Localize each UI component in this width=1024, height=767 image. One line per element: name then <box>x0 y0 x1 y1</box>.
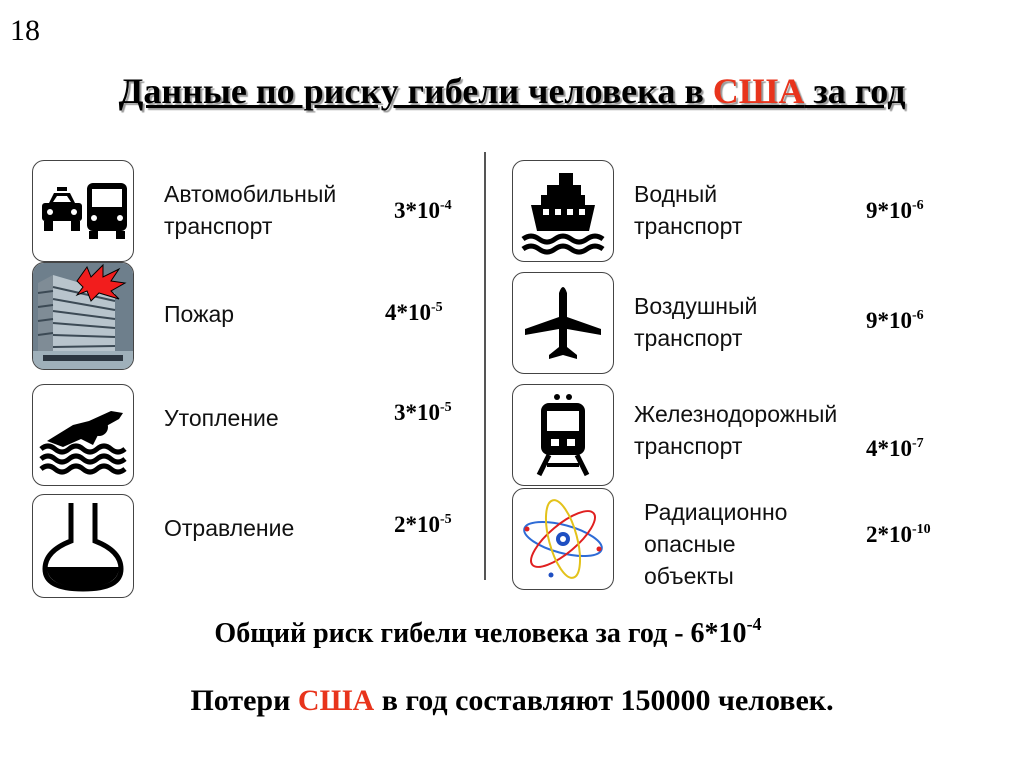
value-base: 4*10 <box>385 300 431 325</box>
losses-text: Потери <box>190 684 298 717</box>
label-car <box>164 178 336 242</box>
value-base: 2*10 <box>866 522 912 547</box>
label-radiation <box>644 496 787 592</box>
airplane-icon <box>512 272 614 374</box>
label-air <box>634 290 757 354</box>
total-text: Общий риск гибели человека за год - 6*10 <box>214 618 747 649</box>
value-drowning <box>394 400 452 426</box>
ship-icon <box>512 160 614 262</box>
label-poisoning <box>164 512 294 544</box>
annual-losses <box>0 684 1024 718</box>
value-base: 3*10 <box>394 400 440 425</box>
swimmer-icon <box>32 384 134 486</box>
label-rail <box>634 398 837 462</box>
losses-text-end: в год составляют 150000 человек. <box>374 684 834 717</box>
label-line: Утопление <box>164 405 279 431</box>
value-base: 9*10 <box>866 198 912 223</box>
value-exponent: -5 <box>431 300 443 315</box>
value-water <box>866 198 924 224</box>
label-line: объекты <box>644 563 734 589</box>
title-highlight: США <box>712 71 805 111</box>
value-base: 9*10 <box>866 308 912 333</box>
label-line: транспорт <box>164 213 273 239</box>
value-exponent: -5 <box>440 400 452 415</box>
value-car <box>394 198 452 224</box>
value-exponent: -6 <box>912 308 924 323</box>
value-fire <box>385 300 443 326</box>
label-line: Воздушный <box>634 293 758 319</box>
label-drowning <box>164 402 279 434</box>
label-line: Автомобильный <box>164 181 337 207</box>
column-divider <box>484 152 486 580</box>
atom-icon <box>512 488 614 590</box>
label-line: транспорт <box>634 433 743 459</box>
train-icon <box>512 384 614 486</box>
value-exponent: -7 <box>912 436 924 451</box>
label-water <box>634 178 742 242</box>
value-base: 4*10 <box>866 436 912 461</box>
value-radiation <box>866 522 931 548</box>
value-base: 3*10 <box>394 198 440 223</box>
flask-icon <box>32 494 134 598</box>
label-line: Водный <box>634 181 718 207</box>
total-exponent: -4 <box>746 614 762 634</box>
car-bus-icon <box>32 160 134 262</box>
title-text-end: за год <box>804 71 906 111</box>
label-line: Отравление <box>164 515 295 541</box>
value-base: 2*10 <box>394 512 440 537</box>
value-exponent: -4 <box>440 198 452 213</box>
burning-building-icon <box>32 262 134 370</box>
value-poisoning <box>394 512 452 538</box>
slide-number: 18 <box>10 14 40 47</box>
label-line: транспорт <box>634 325 743 351</box>
total-risk <box>0 614 976 650</box>
value-air <box>866 308 924 334</box>
label-line: транспорт <box>634 213 743 239</box>
losses-highlight: США <box>297 684 375 717</box>
label-fire <box>164 298 234 330</box>
value-exponent: -5 <box>440 512 452 527</box>
label-line: Радиационно <box>644 499 788 525</box>
value-rail <box>866 436 924 462</box>
page-title <box>0 70 1024 112</box>
value-exponent: -10 <box>912 522 931 537</box>
label-line: Пожар <box>164 301 235 327</box>
title-text: Данные по риску гибели человека в <box>118 71 713 111</box>
value-exponent: -6 <box>912 198 924 213</box>
label-line: опасные <box>644 531 736 557</box>
label-line: Железнодорожный <box>634 401 838 427</box>
